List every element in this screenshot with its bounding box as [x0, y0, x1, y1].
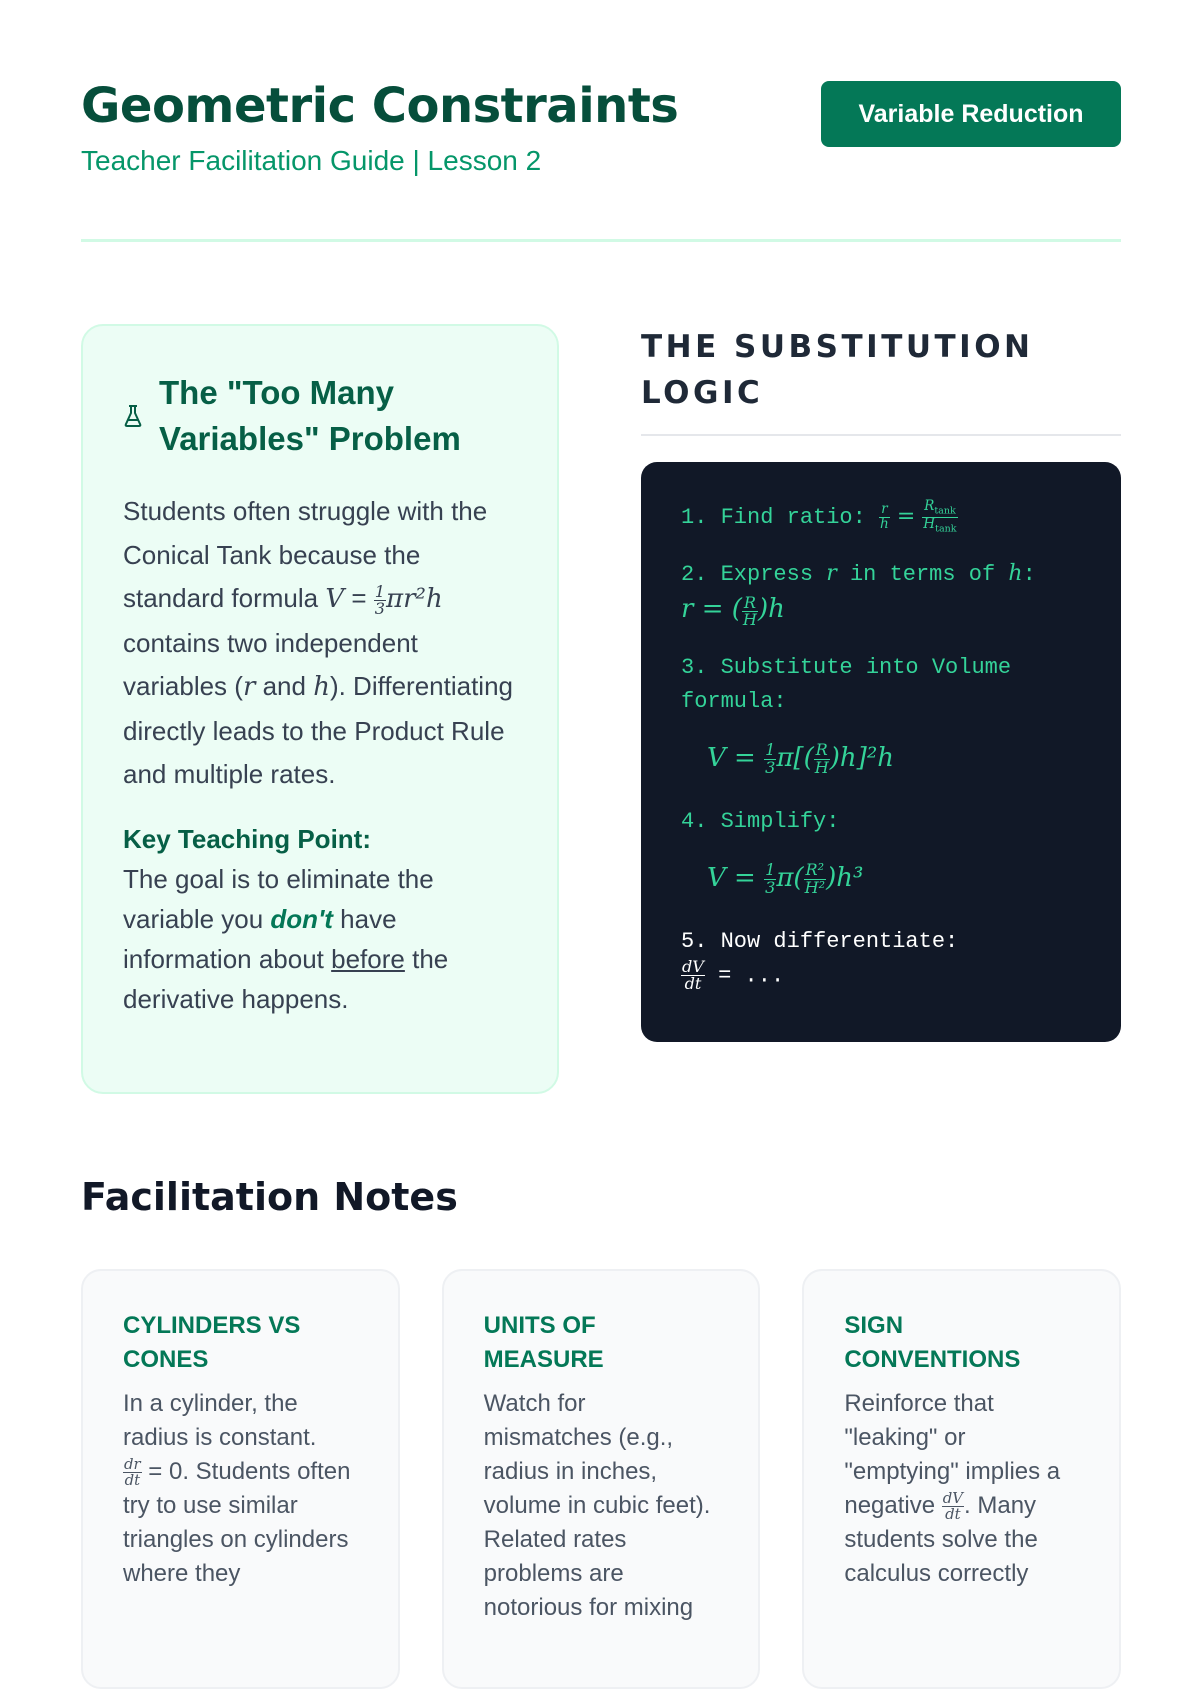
- header-divider: [81, 239, 1121, 242]
- note-card-units: [442, 1269, 761, 1689]
- lesson-page: [81, 0, 1121, 1621]
- key-underline: before: [331, 943, 405, 974]
- formula-denominator: 3: [374, 598, 386, 618]
- callout-and: and: [255, 671, 314, 701]
- callout-text-1: Students often struggle with the Conical Tank because the standard formula: [123, 496, 488, 613]
- card-body-text-2: = 0. Students often try to use similar triangles on cylinders where they: [123, 1458, 351, 1587]
- formula-fraction: [374, 581, 386, 618]
- step-3-text: 3. Substitute into Volume formula:: [681, 655, 1012, 714]
- variable-reduction-badge[interactable]: Variable Reduction: [821, 81, 1121, 147]
- step-3-eq-pre: V =: [707, 743, 765, 773]
- step-2: [681, 557, 1081, 629]
- card-body-text-1: In a cylinder, the radius is constant.: [123, 1390, 317, 1451]
- callout-body: [123, 490, 517, 797]
- var-r: r: [242, 672, 256, 702]
- step-4-den: 3: [765, 877, 776, 897]
- step-1-ratio-left: [879, 503, 890, 531]
- step-4: [681, 805, 1081, 903]
- step-1-H-sub: tank: [935, 523, 957, 535]
- callout-text-2: contains two independent variables (: [123, 627, 418, 701]
- key-text-1: The goal is to eliminate the variable you: [123, 863, 434, 934]
- step-1-h: h: [880, 515, 889, 532]
- card-body-text-1: Reinforce that "leaking" or "emptying" implies a negative: [844, 1390, 1061, 1519]
- step-2-fraction: [742, 592, 758, 629]
- formula-equals: =: [344, 583, 374, 613]
- step-5-num: dV: [682, 957, 704, 976]
- card-title: UNITS OF MEASURE: [483, 1312, 604, 1373]
- step-3-R: R: [815, 740, 828, 760]
- card-body: [123, 1387, 358, 1591]
- page-header: [81, 0, 1121, 242]
- substitution-code-block: [641, 462, 1121, 1042]
- dv-dt-num: dV: [942, 1489, 964, 1508]
- step-3: [681, 651, 1081, 783]
- step-3-num: 1: [765, 740, 776, 760]
- step-5-tail: = ...: [704, 963, 785, 989]
- too-many-variables-callout: [81, 324, 559, 1094]
- dv-dt-den: dt: [945, 1505, 961, 1524]
- callout-title: The "Too Many Variables" Problem: [159, 374, 461, 457]
- step-2-H: H: [742, 609, 757, 629]
- step-4-third: [764, 862, 776, 895]
- step-2-h: h: [1008, 561, 1023, 586]
- substitution-title: THE SUBSTITUTION LOGIC: [641, 329, 1034, 411]
- card-title: SIGN CONVENTIONS: [844, 1312, 1021, 1373]
- flask-icon: [123, 404, 143, 428]
- step-5: [681, 925, 1081, 993]
- step-2-r: r: [826, 561, 837, 586]
- key-emphasis: don't: [270, 903, 333, 934]
- formula-tail: πr²h: [386, 584, 443, 614]
- card-body: [844, 1387, 1079, 1591]
- step-3-third: [764, 742, 776, 775]
- facilitation-notes-title: Facilitation Notes: [81, 1175, 458, 1219]
- step-1-R-letter: R: [924, 498, 935, 515]
- step-1-R-sub: tank: [934, 506, 956, 518]
- step-5-text: 5. Now differentiate:: [681, 929, 959, 954]
- step-4-H: H²: [804, 877, 826, 897]
- step-4-text: 4. Simplify:: [681, 809, 840, 834]
- note-card-signs: [802, 1269, 1121, 1689]
- card-title: CYLINDERS VS CONES: [123, 1312, 301, 1373]
- step-1-label: 1. Find ratio:: [681, 505, 880, 530]
- substitution-logic-section: [641, 324, 1121, 1042]
- step-5-den: dt: [684, 974, 702, 994]
- var-h: h: [313, 672, 330, 702]
- step-2-eq-pre: r = (: [681, 594, 742, 624]
- step-1-ratio-right: [922, 500, 957, 534]
- step-2-R: R: [743, 592, 756, 612]
- callout-header: [123, 370, 517, 462]
- step-4-eq-mid: π(: [776, 863, 804, 893]
- note-card-cylinders: [81, 1269, 400, 1689]
- key-text-2: have information about: [123, 903, 397, 974]
- substitution-divider: [641, 434, 1121, 436]
- step-2-colon: :: [1022, 562, 1036, 587]
- formula-v: V: [325, 584, 345, 614]
- step-3-eq-post: )h]²h: [829, 743, 894, 773]
- step-4-num: 1: [765, 860, 776, 880]
- callout-text-3: ). Differentiating directly leads to the Product Rule and multiple rates.: [123, 671, 514, 789]
- card-body-text-2: . Many students solve the calculus correctly: [844, 1492, 1038, 1587]
- key-text-3: the derivative happens.: [123, 943, 449, 1014]
- card-body: Watch for mismatches (e.g., radius in inches, volume in cubic feet). Related rates problems are notorious for mixing: [483, 1390, 711, 1621]
- step-1-equals: =: [889, 504, 923, 529]
- step-4-eq-pre: V =: [707, 863, 765, 893]
- step-3-equation: [707, 733, 1081, 783]
- step-1-r: r: [879, 503, 890, 518]
- dr-dt-den: dt: [124, 1471, 141, 1490]
- step-1: [681, 500, 1081, 535]
- step-3-eq-mid: π[(: [776, 743, 814, 773]
- step-3-den: 3: [765, 757, 776, 777]
- dv-dt-fraction: [942, 1491, 964, 1522]
- step-2-text-b: in terms of: [836, 562, 1009, 587]
- step-4-eq-post: )h³: [826, 863, 864, 893]
- key-teaching-point-text: [123, 859, 517, 1019]
- page-title: Geometric Constraints: [81, 78, 679, 134]
- step-4-R: R²: [805, 860, 825, 880]
- step-5-derivative: [681, 959, 705, 992]
- dr-dt-num: dr: [124, 1455, 141, 1474]
- step-2-eq-post: )h: [757, 594, 785, 624]
- step-1-H-letter: H: [923, 515, 936, 532]
- dr-dt-fraction: [123, 1457, 142, 1488]
- step-1-H: [922, 515, 957, 535]
- step-4-equation: [707, 853, 1081, 903]
- step-2-text-a: 2. Express: [681, 562, 827, 587]
- page-subtitle: Teacher Facilitation Guide | Lesson 2: [81, 145, 542, 176]
- step-3-ratio: [814, 742, 830, 775]
- step-4-ratio: [804, 862, 827, 895]
- key-teaching-point-label: Key Teaching Point:: [123, 823, 371, 854]
- step-3-H: H: [814, 757, 829, 777]
- formula-numerator: 1: [374, 581, 386, 601]
- facilitation-notes-cards: [81, 1269, 1121, 1689]
